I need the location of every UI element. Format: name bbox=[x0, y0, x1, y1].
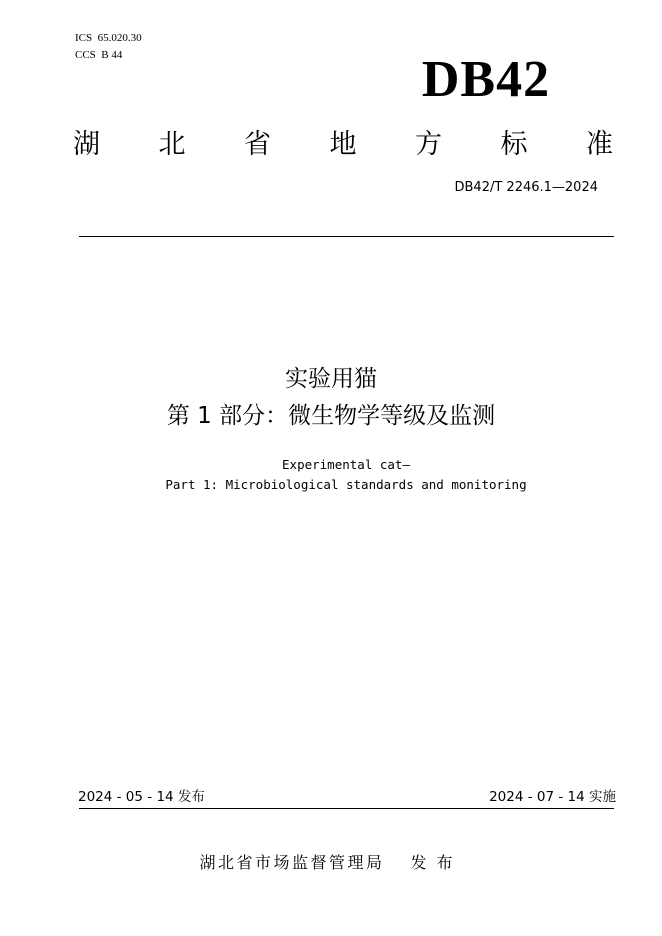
standard-type-heading bbox=[73, 126, 613, 164]
standard-number: DB42/T 2246.1—2024 bbox=[454, 180, 598, 195]
issuer-row bbox=[0, 852, 662, 874]
standard-type-char: 地 bbox=[329, 129, 357, 160]
standard-code: DB42 bbox=[421, 51, 551, 108]
standard-type-char: 湖 bbox=[73, 129, 100, 160]
standard-type-char: 标 bbox=[500, 129, 528, 160]
header-divider bbox=[79, 236, 614, 237]
ccs-classification: CCS B 44 bbox=[75, 49, 123, 61]
issue-date: 2024 - 05 - 14 发布 bbox=[78, 789, 205, 805]
standard-type-char: 准 bbox=[586, 129, 613, 160]
title-chinese-main: 实验用猫 bbox=[285, 366, 377, 392]
title-english-main: Experimental cat— bbox=[282, 457, 410, 472]
footer-divider bbox=[79, 808, 614, 809]
standard-type-char: 方 bbox=[415, 129, 442, 160]
issuing-authority: 湖北省市场监督管理局 bbox=[199, 853, 385, 872]
issue-label: 发布 bbox=[410, 853, 463, 872]
implementation-date: 2024 - 07 - 14 实施 bbox=[489, 789, 616, 805]
standard-type-char: 省 bbox=[244, 129, 271, 160]
ics-classification: ICS 65.020.30 bbox=[75, 32, 142, 44]
standard-type-char: 北 bbox=[158, 129, 186, 160]
title-english-part: Part 1: Microbiological standards and monitoring bbox=[165, 477, 527, 492]
title-chinese-part: 第 1 部分：微生物学等级及监测 bbox=[166, 403, 496, 429]
